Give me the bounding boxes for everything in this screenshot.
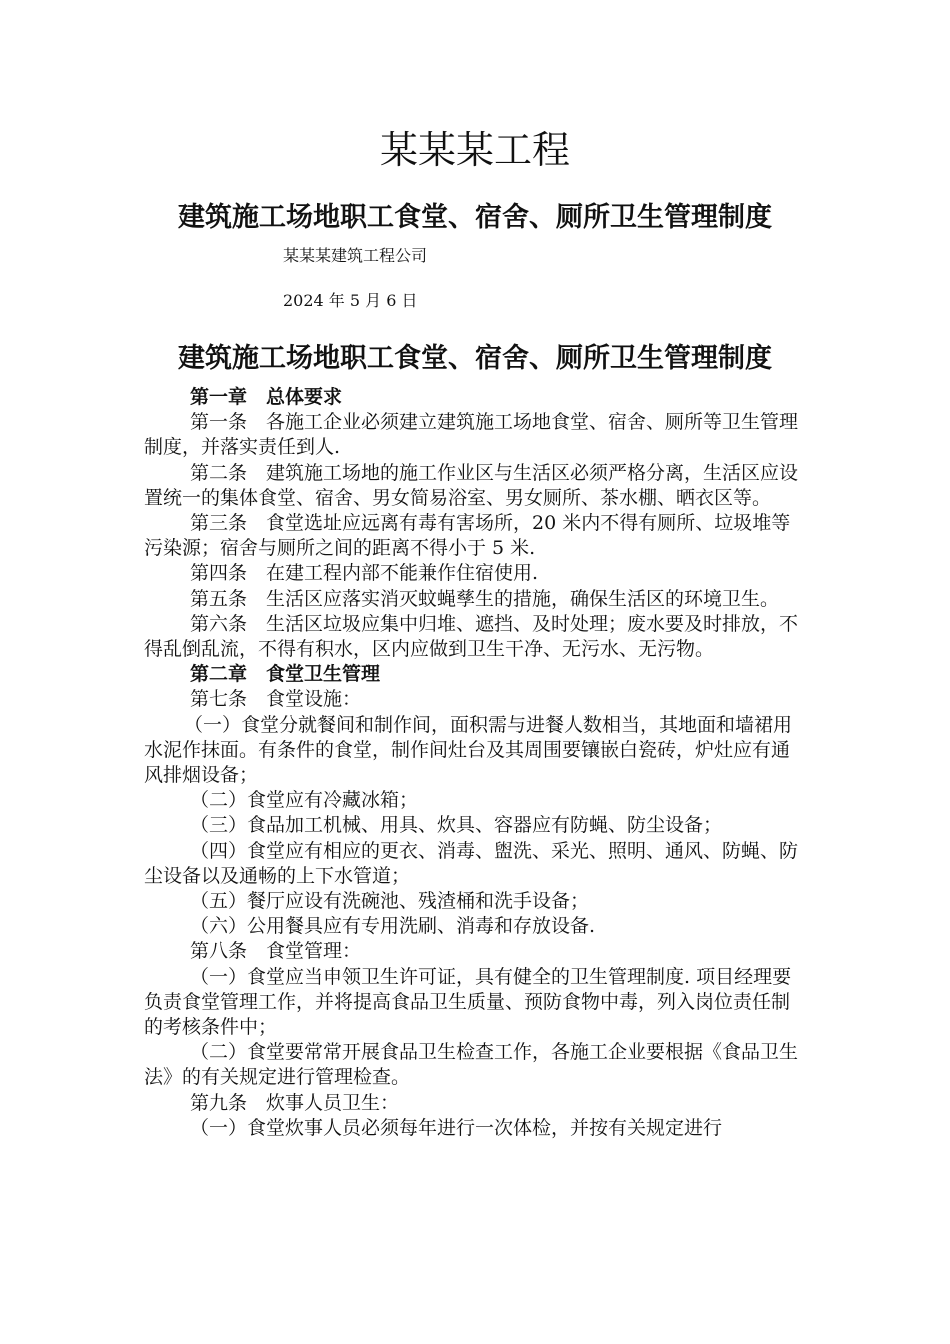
company-name: 某某某建筑工程公司 xyxy=(283,246,428,265)
article: 第四条 在建工程内部不能兼作住宿使用. xyxy=(190,562,539,585)
chapter-heading: 第二章 食堂卫生管理 xyxy=(190,663,381,686)
article: 第九条 炊事人员卫生： xyxy=(190,1091,400,1114)
article-item: （六）公用餐具应有专用洗刷、消毒和存放设备. xyxy=(190,915,596,938)
article: 第一条 各施工企业必须建立建筑施工场地食堂、宿舍、厕所等卫生管理制度，并落实责任到人. xyxy=(144,411,799,459)
article-item: （二）食堂应有冷藏冰箱； xyxy=(190,789,419,812)
project-title: 某某某工程 xyxy=(379,128,570,172)
body-title: 建筑施工场地职工食堂、宿舍、厕所卫生管理制度 xyxy=(178,343,772,374)
article: 第七条 食堂设施： xyxy=(190,688,362,711)
article: 第六条 生活区垃圾应集中归堆、遮挡、及时处理；废水要及时排放，不得乱倒乱流，不得有积水，区内应做到卫生干净、无污水、无污物。 xyxy=(144,612,799,661)
article-item: （二）食堂要常常开展食品卫生检查工作，各施工企业要根据《食品卫生法》的有关规定进行管理检查。 xyxy=(144,1041,799,1089)
article-item: （一）食堂炊事人员必须每年进行一次体检，并按有关规定进行 xyxy=(190,1116,723,1139)
article-item: （一）食堂分就餐间和制作间，面积需与进餐人数相当，其地面和墙裙用水泥作抹面。有条件的食堂，制作间灶台及其周围要镶嵌白瓷砖，炉灶应有通风排烟设备； xyxy=(144,713,793,787)
article: 第二条 建筑施工场地的施工作业区与生活区必须严格分离，生活区应设置统一的集体食堂、宿舍、男女简易浴室、男女厕所、茶水棚、晒衣区等。 xyxy=(144,461,799,509)
article-item: （三）食品加工机械、用具、炊具、容器应有防蝇、防尘设备； xyxy=(190,814,723,837)
document-title: 建筑施工场地职工食堂、宿舍、厕所卫生管理制度 xyxy=(178,202,772,233)
chapter-heading: 第一章 总体要求 xyxy=(190,386,343,408)
document-body xyxy=(144,385,808,1141)
article-item: （四）食堂应有相应的更衣、消毒、盥洗、采光、照明、通风、防蝇、防尘设备以及通畅的上下水管道； xyxy=(144,839,799,887)
article-item: （一）食堂应当申领卫生许可证，具有健全的卫生管理制度. 项目经理要负责食堂管理工作，并将提高食品卫生质量、预防食物中毒，列入岗位责任制的考核条件中； xyxy=(144,965,792,1039)
article: 第八条 食堂管理： xyxy=(190,940,362,963)
article: 第三条 食堂选址应远离有毒有害场所，20 米内不得有厕所、垃圾堆等污染源；宿舍与厕所之间的距离不得小于 5 米. xyxy=(144,512,791,560)
article: 第五条 生活区应落实消灭蚊蝇孳生的措施，确保生活区的环境卫生。 xyxy=(190,587,780,610)
document-date: 2024 年 5 月 6 日 xyxy=(283,291,418,310)
article-item: （五）餐厅应设有洗碗池、残渣桶和洗手设备； xyxy=(190,890,590,913)
